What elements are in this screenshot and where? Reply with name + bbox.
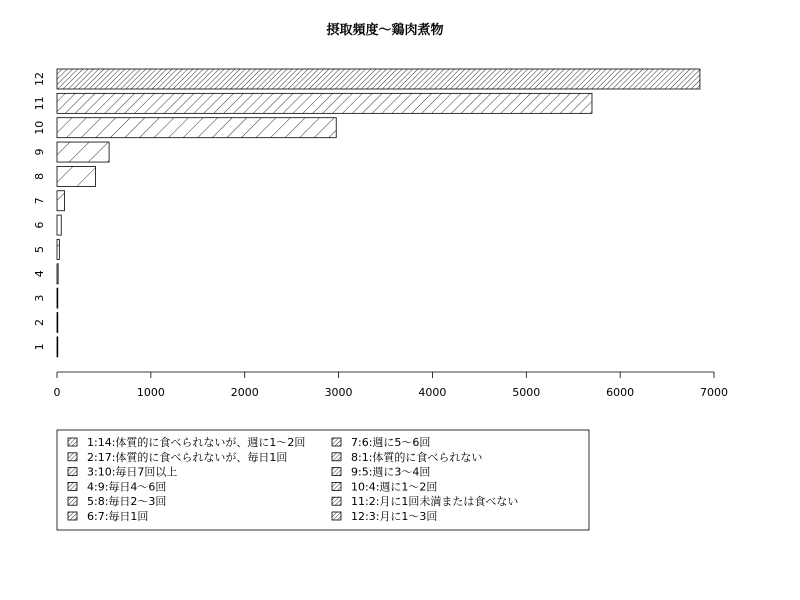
y-tick-label: 2 xyxy=(33,319,46,326)
x-tick-label: 5000 xyxy=(512,386,541,399)
bar-2 xyxy=(57,313,58,333)
legend-label: 9:5:週に3～4回 xyxy=(351,465,431,479)
legend-swatch xyxy=(332,453,341,461)
bar-1 xyxy=(57,337,58,357)
bar-6 xyxy=(57,215,61,235)
legend-label: 7:6:週に5～6回 xyxy=(351,436,431,449)
legend-label: 10:4:週に1～2回 xyxy=(351,480,438,494)
bar-11 xyxy=(57,93,592,113)
bar-3 xyxy=(57,288,58,308)
legend-label: 1:14:体質的に食べられないが、週に1～2回 xyxy=(87,436,306,449)
x-tick-label: 2000 xyxy=(230,386,259,399)
legend-swatch xyxy=(332,512,341,520)
bar-9 xyxy=(57,142,109,162)
y-tick-label: 9 xyxy=(33,148,46,156)
legend-label: 5:8:毎日2～3回 xyxy=(87,495,167,509)
chart-title: 摂取頻度～鶏肉煮物 xyxy=(326,23,444,38)
bar-12 xyxy=(57,69,700,89)
legend-label: 6:7:毎日1回 xyxy=(87,510,149,523)
legend-swatch xyxy=(68,468,77,476)
legend-swatch xyxy=(332,497,341,505)
legend-label: 8:1:体質的に食べられない xyxy=(351,450,483,464)
bar-10 xyxy=(57,118,336,138)
y-tick-label: 3 xyxy=(33,294,46,302)
legend-swatch xyxy=(332,482,341,490)
legend-swatch xyxy=(68,497,77,505)
bars-layer xyxy=(57,69,700,357)
legend-swatch xyxy=(332,468,341,476)
y-tick-label: 6 xyxy=(33,221,46,229)
legend-swatch xyxy=(68,512,77,520)
legend-label: 2:17:体質的に食べられないが、毎日1回 xyxy=(87,450,288,464)
legend-swatch xyxy=(68,438,77,446)
legend-label: 3:10:毎日7回以上 xyxy=(87,465,178,479)
x-tick-label: 1000 xyxy=(136,386,165,399)
y-tick-label: 5 xyxy=(33,245,46,253)
bar-5 xyxy=(57,239,59,259)
x-tick-label: 7000 xyxy=(700,386,728,399)
x-tick-label: 3000 xyxy=(324,386,353,399)
x-tick-label: 4000 xyxy=(418,386,447,399)
y-tick-label: 10 xyxy=(33,120,46,135)
legend-swatch xyxy=(332,438,341,446)
legend-label: 12:3:月に1～3回 xyxy=(351,510,438,523)
legend-swatch xyxy=(68,482,77,490)
y-tick-label: 1 xyxy=(33,343,46,351)
bar-4 xyxy=(57,264,58,284)
legend-label: 4:9:毎日4～6回 xyxy=(87,480,167,494)
legend-swatch xyxy=(68,453,77,461)
y-tick-label: 11 xyxy=(33,96,46,111)
legend-label: 11:2:月に1回未満または食べない xyxy=(351,495,519,509)
y-tick-label: 12 xyxy=(33,72,46,86)
y-tick-label: 4 xyxy=(33,270,46,278)
y-axis xyxy=(33,72,46,350)
x-tick-label: 6000 xyxy=(606,386,635,399)
x-axis xyxy=(54,372,729,399)
legend xyxy=(57,430,589,530)
bar-8 xyxy=(57,166,95,186)
y-tick-label: 8 xyxy=(33,172,46,180)
y-tick-label: 7 xyxy=(33,197,46,205)
x-tick-label: 0 xyxy=(53,386,61,399)
bar-7 xyxy=(57,191,65,211)
